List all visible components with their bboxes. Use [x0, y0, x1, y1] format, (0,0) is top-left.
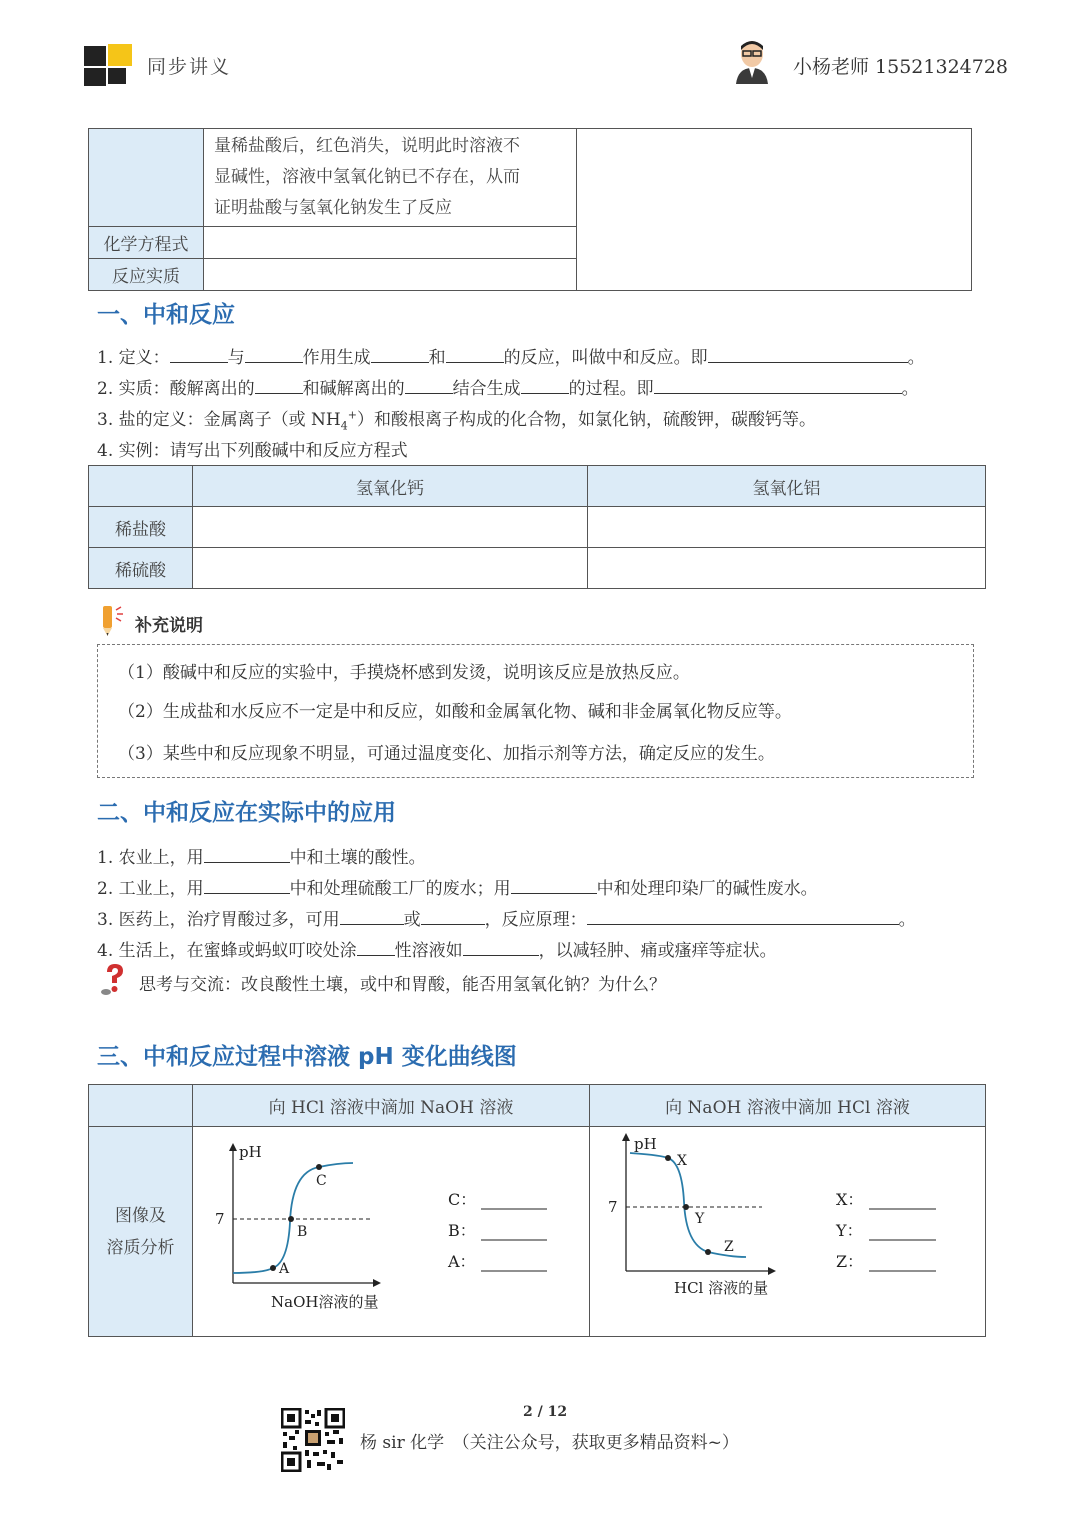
think-prompt: 思考与交流：改良酸性土壤，或中和胃酸，能否用氢氧化钠？为什么？ — [139, 975, 666, 995]
blank-field[interactable] — [587, 907, 899, 925]
table-label-cell — [89, 129, 204, 227]
y-axis-label: pH — [634, 1135, 657, 1153]
blank-field[interactable] — [170, 345, 228, 363]
row-header: 图像及 溶质分析 — [89, 1127, 193, 1337]
point-z — [705, 1249, 711, 1255]
blank-field[interactable] — [654, 376, 902, 394]
essence-cell[interactable] — [204, 259, 577, 291]
ph-curve-table — [88, 1084, 986, 1337]
point-b — [288, 1216, 294, 1222]
blank-field[interactable] — [405, 376, 453, 394]
label-a: A — [279, 1261, 290, 1277]
question-mark-icon — [100, 962, 128, 996]
point-c — [316, 1164, 322, 1170]
section-title-3: 三、中和反应过程中溶液 pH 变化曲线图 — [97, 1044, 517, 1070]
teacher-avatar-icon — [732, 38, 772, 84]
label-b: B — [297, 1224, 308, 1240]
conclusion-line: 证明盐酸与氢氧化钠发生了反应 — [214, 198, 452, 218]
blank-field[interactable] — [371, 345, 429, 363]
answer-cell[interactable] — [193, 507, 588, 548]
conclusion-line: 量稀盐酸后，红色消失，说明此时溶液不 — [214, 136, 520, 156]
column-header: 氢氧化铝 — [588, 466, 986, 507]
right-empty-cell — [577, 129, 972, 291]
fill-label-y: Y： — [836, 1221, 863, 1240]
column-header: 氢氧化钙 — [193, 466, 588, 507]
column-header: 向 HCl 溶液中滴加 NaOH 溶液 — [193, 1085, 590, 1127]
point-y — [683, 1204, 689, 1210]
blank-field[interactable] — [255, 376, 303, 394]
row-header: 稀盐酸 — [89, 507, 193, 548]
section-title-2: 二、中和反应在实际中的应用 — [97, 800, 396, 826]
blank-field[interactable] — [463, 938, 539, 956]
supplement-item: （2）生成盐和水反应不一定是中和反应，如酸和金属氧化物、碱和非金属氧化物反应等。 — [118, 702, 792, 722]
conclusion-cell — [204, 129, 577, 227]
graph-cell-1 — [193, 1127, 590, 1337]
answer-cell[interactable] — [588, 507, 986, 548]
x-axis-label: NaOH溶液的量 — [271, 1293, 379, 1311]
point-x — [665, 1155, 671, 1161]
row-label-equation: 化学方程式 — [89, 227, 204, 259]
answer-cell[interactable] — [588, 548, 986, 589]
blank-field[interactable] — [446, 345, 504, 363]
ph-graph-falling — [590, 1127, 986, 1337]
industry-line: 2. 工业上，用 中和处理硫酸工厂的废水；用 中和处理印染厂的碱性废水。 — [97, 874, 818, 899]
neutralization-table — [88, 465, 986, 589]
fill-label-b: B： — [448, 1221, 476, 1240]
label-y: Y — [695, 1211, 705, 1227]
row-header: 稀硫酸 — [89, 548, 193, 589]
corner-cell — [89, 1085, 193, 1127]
blank-field[interactable] — [340, 907, 404, 925]
fill-label-x: X： — [836, 1190, 864, 1209]
blank-field[interactable] — [708, 345, 908, 363]
salt-definition-line: 3. 盐的定义：金属离子（或 $NH_4^+$）和酸根离子构成的化合物，如氯化钠，硫酸钾，碳酸钙等。 — [97, 408, 816, 433]
daily-life-line: 4. 生活上，在蜜蜂或蚂蚁叮咬处涂 性溶液如 ，以减轻肿、痛或瘙痒等症状。 — [97, 936, 777, 961]
blank-field[interactable] — [245, 345, 303, 363]
row-label-essence: 反应实质 — [89, 259, 204, 291]
footer-text: 杨 sir 化学 （关注公众号，获取更多精品资料~） — [360, 1433, 739, 1453]
fill-label-c: C： — [448, 1190, 477, 1209]
blank-field[interactable] — [357, 938, 395, 956]
page-number: 2 / 12 — [523, 1404, 568, 1420]
point-a — [270, 1265, 276, 1271]
logo-icon — [82, 42, 134, 88]
blank-field[interactable] — [511, 876, 597, 894]
graph-cell-2 — [590, 1127, 986, 1337]
fill-label-a: A： — [448, 1252, 476, 1271]
conclusion-line: 显碱性，溶液中氢氧化钠已不存在，从而 — [214, 167, 520, 187]
agriculture-line: 1. 农业上，用 中和土壤的酸性。 — [97, 843, 426, 868]
blank-field[interactable] — [204, 845, 290, 863]
teacher-contact: 小杨老师 15521324728 — [793, 56, 1009, 78]
supplement-item: （3）某些中和反应现象不明显，可通过温度变化、加指示剂等方法，确定反应的发生。 — [118, 744, 775, 764]
answer-cell[interactable] — [193, 548, 588, 589]
pencil-note-icon — [97, 604, 127, 638]
example-line: 4. 实例：请写出下列酸碱中和反应方程式 — [97, 441, 408, 461]
qr-code-icon — [281, 1408, 345, 1472]
column-header: 向 NaOH 溶液中滴加 HCl 溶液 — [590, 1085, 986, 1127]
label-z: Z — [724, 1239, 734, 1255]
seven-label: 7 — [215, 1210, 225, 1228]
y-axis-label: pH — [239, 1143, 262, 1161]
ph-graph-rising — [193, 1127, 590, 1337]
experiment-table — [88, 128, 972, 291]
x-axis-label: HCl 溶液的量 — [674, 1279, 769, 1297]
fill-label-z: Z： — [836, 1252, 864, 1271]
blank-field[interactable] — [204, 876, 290, 894]
label-c: C — [316, 1173, 327, 1189]
section-title-1: 一、中和反应 — [97, 302, 235, 328]
equation-cell[interactable] — [204, 227, 577, 259]
header-title: 同步讲义 — [147, 56, 232, 78]
definition-line: 1. 定义： 与 作用生成 和 的反应，叫做中和反应。即 。 — [97, 343, 925, 368]
label-x: X — [677, 1153, 687, 1169]
corner-cell — [89, 466, 193, 507]
essence-line: 2. 实质：酸解离出的 和碱解离出的 结合生成 的过程。即 。 — [97, 374, 919, 399]
blank-field[interactable] — [521, 376, 569, 394]
blank-field[interactable] — [421, 907, 485, 925]
supplement-title: 补充说明 — [135, 616, 203, 636]
medicine-line: 3. 医药上，治疗胃酸过多，可用 或 ，反应原理： 。 — [97, 905, 916, 930]
seven-label: 7 — [608, 1198, 618, 1216]
supplement-item: （1）酸碱中和反应的实验中，手摸烧杯感到发烫，说明该反应是放热反应。 — [118, 663, 690, 683]
